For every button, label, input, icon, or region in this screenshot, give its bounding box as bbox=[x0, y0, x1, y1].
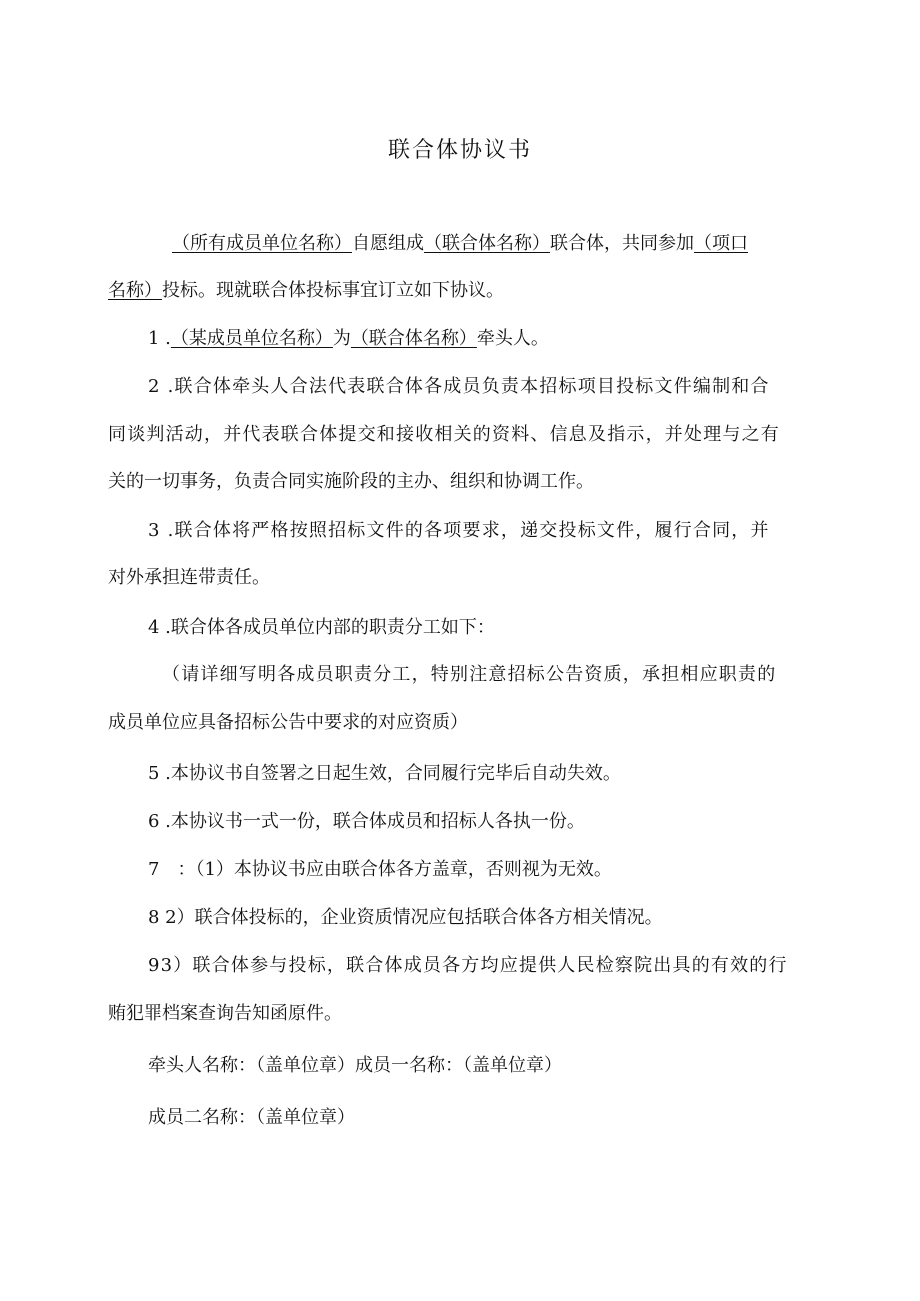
item-8: 8 2）联合体投标的，企业资质情况应包括联合体各方相关情况。 bbox=[148, 907, 663, 928]
item-1-consortium-field: （联合体名称） bbox=[350, 328, 477, 349]
project-name-field-part1: （项口 bbox=[694, 233, 748, 254]
item-9-line-1: 93）联合体参与投标，联合体成员各方均应提供人民检察院出具的有效的行 bbox=[148, 955, 788, 976]
document-title: 联合体协议书 bbox=[387, 138, 532, 163]
item-1-number: 1 . bbox=[148, 328, 171, 349]
consortium-name-field: （联合体名称） bbox=[424, 233, 550, 254]
item-2-line-1: 2 .联合体牵头人合法代表联合体各成员负责本招标项目投标文件编制和合 bbox=[148, 376, 770, 397]
project-name-field-part2: 名称） bbox=[108, 280, 162, 301]
item-3-line-1: 3 .联合体将严格按照招标文件的各项要求，递交投标文件，履行合同，并 bbox=[148, 520, 770, 541]
item-1 bbox=[148, 325, 549, 353]
item-6: 6 .本协议书一式一份，联合体成员和招标人各执一份。 bbox=[148, 811, 585, 832]
item-4-note-1: （请详细写明各成员职责分工，特别注意招标公告资质，承担相应职责的 bbox=[162, 664, 777, 685]
item-9-line-2: 贿犯罪档案查询告知函原件。 bbox=[108, 1003, 342, 1024]
item-4-note-2: 成员单位应具备招标公告中要求的对应资质） bbox=[108, 712, 468, 733]
item-2-line-2: 同谈判活动，并代表联合体提交和接收相关的资料、信息及指示，并处理与之有 bbox=[108, 424, 780, 445]
item-2-line-3: 关的一切事务，负责合同实施阶段的主办、组织和协调工作。 bbox=[108, 471, 594, 492]
intro-tender-text: 投标。现就联合体投标事宜订立如下协议。 bbox=[162, 280, 504, 301]
item-4-line-1: 4 .联合体各成员单位内部的职责分工如下： bbox=[148, 617, 495, 638]
intro-self-form: 自愿组成 bbox=[352, 233, 424, 254]
member-names-field: （所有成员单位名称） bbox=[172, 233, 352, 254]
intro-line-2 bbox=[108, 277, 504, 305]
lead-member-field: （某成员单位名称） bbox=[170, 328, 333, 349]
item-3-line-2: 对外承担连带责任。 bbox=[108, 567, 270, 588]
item-5: 5 .本协议书自签署之日起生效，合同履行完毕后自动失效。 bbox=[148, 763, 621, 784]
item-7: 7 ：（1）本协议书应由联合体各方盖章，否则视为无效。 bbox=[148, 859, 612, 880]
signature-line-2: 成员二名称：（盖单位章） bbox=[148, 1107, 355, 1128]
intro-line-1 bbox=[172, 230, 748, 258]
item-1-lead: 牵头人。 bbox=[476, 328, 549, 349]
item-1-is: 为 bbox=[332, 328, 351, 349]
intro-join: 联合体，共同参加 bbox=[550, 233, 694, 254]
signature-line-1: 牵头人名称：（盖单位章）成员一名称：（盖单位章） bbox=[148, 1055, 562, 1076]
